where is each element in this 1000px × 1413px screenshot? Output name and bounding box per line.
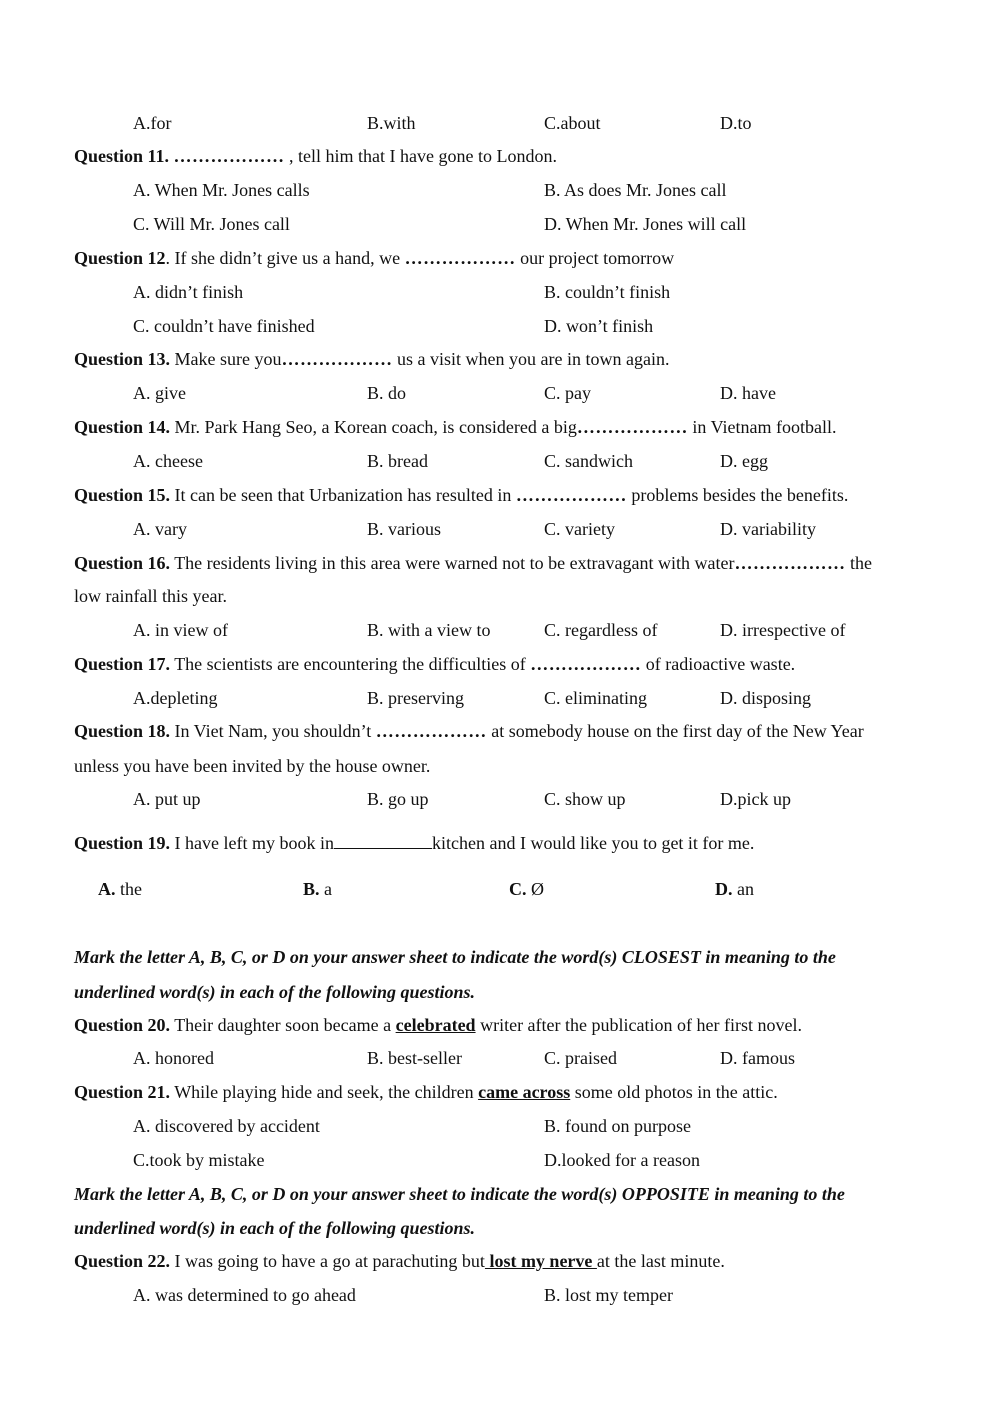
question-label: Question 17. xyxy=(74,654,171,674)
underlined-word: celebrated xyxy=(395,1015,476,1035)
option-a: A.depleting xyxy=(133,688,218,708)
option-d: D. variability xyxy=(720,519,816,539)
question-text: . If she didn’t give us a hand, we xyxy=(165,248,405,268)
question-14 xyxy=(74,416,836,438)
question-label: Question 11. xyxy=(74,146,170,166)
question-label: Question 14. xyxy=(74,417,171,437)
question-text: Make sure you xyxy=(170,349,282,369)
question-label: Question 16. xyxy=(74,553,171,573)
section-instruction-closest-line2: underlined word(s) in each of the following questions. xyxy=(74,982,476,1002)
option-b: B. bread xyxy=(367,451,428,471)
question-text: at somebody house on the first day of the New Year xyxy=(486,721,864,741)
question-text: While playing hide and seek, the children xyxy=(170,1082,479,1102)
option-a: A. didn’t finish xyxy=(133,282,244,302)
section-instruction-closest: Mark the letter A, B, C, or D on your answer sheet to indicate the word(s) CLOSEST in meaning to the xyxy=(74,947,836,967)
underlined-word: lost my nerve xyxy=(484,1251,597,1271)
question-label: Question 22. xyxy=(74,1251,171,1271)
option-d: D. an xyxy=(715,879,754,899)
question-text: In Viet Nam, you shouldn’t xyxy=(170,721,376,741)
question-text: I have left my book in xyxy=(170,833,334,853)
question-11 xyxy=(74,145,557,167)
option-a: A. cheese xyxy=(133,451,203,471)
question-label: Question 18. xyxy=(74,721,171,741)
question-text: at the last minute. xyxy=(596,1251,725,1271)
question-label: Question 21. xyxy=(74,1082,171,1102)
answer-blank: ……………… xyxy=(375,721,487,741)
section-instruction-opposite-line2: underlined word(s) in each of the following questions. xyxy=(74,1218,476,1238)
question-20 xyxy=(74,1014,802,1036)
question-12 xyxy=(74,247,674,269)
option-c: C. regardless of xyxy=(544,620,658,640)
question-19 xyxy=(74,832,754,854)
option-a: A. was determined to go ahead xyxy=(133,1285,356,1305)
option-b: B. a xyxy=(303,879,333,899)
answer-blank: ……………… xyxy=(734,553,846,573)
option-d: D.pick up xyxy=(720,789,791,809)
option-c: C. eliminating xyxy=(544,688,647,708)
question-text: us a visit when you are in town again. xyxy=(392,349,670,369)
option-c: C. pay xyxy=(544,383,591,403)
option-b: B. with a view to xyxy=(367,620,491,640)
underlined-word: came across xyxy=(478,1082,571,1102)
question-label: Question 13. xyxy=(74,349,171,369)
option-d: D. famous xyxy=(720,1048,795,1068)
answer-blank: ……………… xyxy=(515,485,627,505)
answer-blank: ……………… xyxy=(173,146,285,166)
option-d: D. disposing xyxy=(720,688,812,708)
question-16-continuation: low rainfall this year. xyxy=(74,586,227,606)
option-c: C.about xyxy=(544,113,601,133)
answer-blank: ……………… xyxy=(576,417,688,437)
option-c: C. praised xyxy=(544,1048,617,1068)
question-text: in Vietnam football. xyxy=(687,417,837,437)
option-b: B. As does Mr. Jones call xyxy=(544,180,727,200)
question-18-continuation: unless you have been invited by the house owner. xyxy=(74,756,431,776)
option-b: B. preserving xyxy=(367,688,464,708)
question-text: The residents living in this area were warned not to be extravagant with water xyxy=(170,553,735,573)
question-text: kitchen and I would like you to get it for me. xyxy=(431,833,755,853)
option-b: B. lost my temper xyxy=(544,1285,673,1305)
option-b: B. go up xyxy=(367,789,429,809)
question-16 xyxy=(74,552,872,574)
option-a: A. When Mr. Jones calls xyxy=(133,180,310,200)
question-15 xyxy=(74,484,848,506)
option-d: D.to xyxy=(720,113,752,133)
question-label: Question 19. xyxy=(74,833,171,853)
question-text: It can be seen that Urbanization has resulted in xyxy=(170,485,516,505)
question-text: problems besides the benefits. xyxy=(626,485,849,505)
question-21 xyxy=(74,1081,778,1103)
option-c: C. show up xyxy=(544,789,626,809)
option-b: B. found on purpose xyxy=(544,1116,691,1136)
answer-blank xyxy=(334,832,432,849)
question-text: Their daughter soon became a xyxy=(170,1015,396,1035)
option-d: D. When Mr. Jones will call xyxy=(544,214,747,234)
option-c: C. variety xyxy=(544,519,615,539)
question-label: Question 15. xyxy=(74,485,171,505)
question-text: The scientists are encountering the difficulties of xyxy=(170,654,531,674)
option-b: B. various xyxy=(367,519,441,539)
option-c: C. couldn’t have finished xyxy=(133,316,315,336)
option-a: A.for xyxy=(133,113,172,133)
question-text: Mr. Park Hang Seo, a Korean coach, is considered a big xyxy=(170,417,577,437)
option-d: D. have xyxy=(720,383,776,403)
option-c: C.took by mistake xyxy=(133,1150,265,1170)
option-c: C. sandwich xyxy=(544,451,633,471)
question-text: of radioactive waste. xyxy=(641,654,796,674)
option-a: A. put up xyxy=(133,789,201,809)
option-b: B. do xyxy=(367,383,407,403)
option-c: C. Ø xyxy=(509,879,544,899)
option-d: D. won’t finish xyxy=(544,316,654,336)
question-17 xyxy=(74,653,795,675)
option-a: A. the xyxy=(98,879,142,899)
question-text: some old photos in the attic. xyxy=(570,1082,778,1102)
question-18 xyxy=(74,720,864,742)
option-d: D. irrespective of xyxy=(720,620,846,640)
question-text: our project tomorrow xyxy=(515,248,675,268)
question-13 xyxy=(74,348,669,370)
option-a: A. in view of xyxy=(133,620,228,640)
question-text: , tell him that I have gone to London. xyxy=(284,146,557,166)
option-b: B. couldn’t finish xyxy=(544,282,671,302)
option-d: D.looked for a reason xyxy=(544,1150,700,1170)
option-b: B.with xyxy=(367,113,416,133)
option-a: A. give xyxy=(133,383,186,403)
question-22 xyxy=(74,1250,725,1272)
section-instruction-opposite: Mark the letter A, B, C, or D on your answer sheet to indicate the word(s) OPPOSITE in meaning to the xyxy=(74,1184,845,1204)
question-text: the xyxy=(845,553,872,573)
question-text: I was going to have a go at parachuting but xyxy=(170,1251,485,1271)
option-a: A. vary xyxy=(133,519,187,539)
option-a: A. honored xyxy=(133,1048,214,1068)
option-d: D. egg xyxy=(720,451,768,471)
question-label: Question 12 xyxy=(74,248,166,268)
option-a: A. discovered by accident xyxy=(133,1116,320,1136)
answer-blank: ……………… xyxy=(530,654,642,674)
question-label: Question 20. xyxy=(74,1015,171,1035)
option-c: C. Will Mr. Jones call xyxy=(133,214,290,234)
answer-blank: ……………… xyxy=(281,349,393,369)
question-text: writer after the publication of her first novel. xyxy=(475,1015,802,1035)
option-b: B. best-seller xyxy=(367,1048,462,1068)
answer-blank: ……………… xyxy=(404,248,516,268)
